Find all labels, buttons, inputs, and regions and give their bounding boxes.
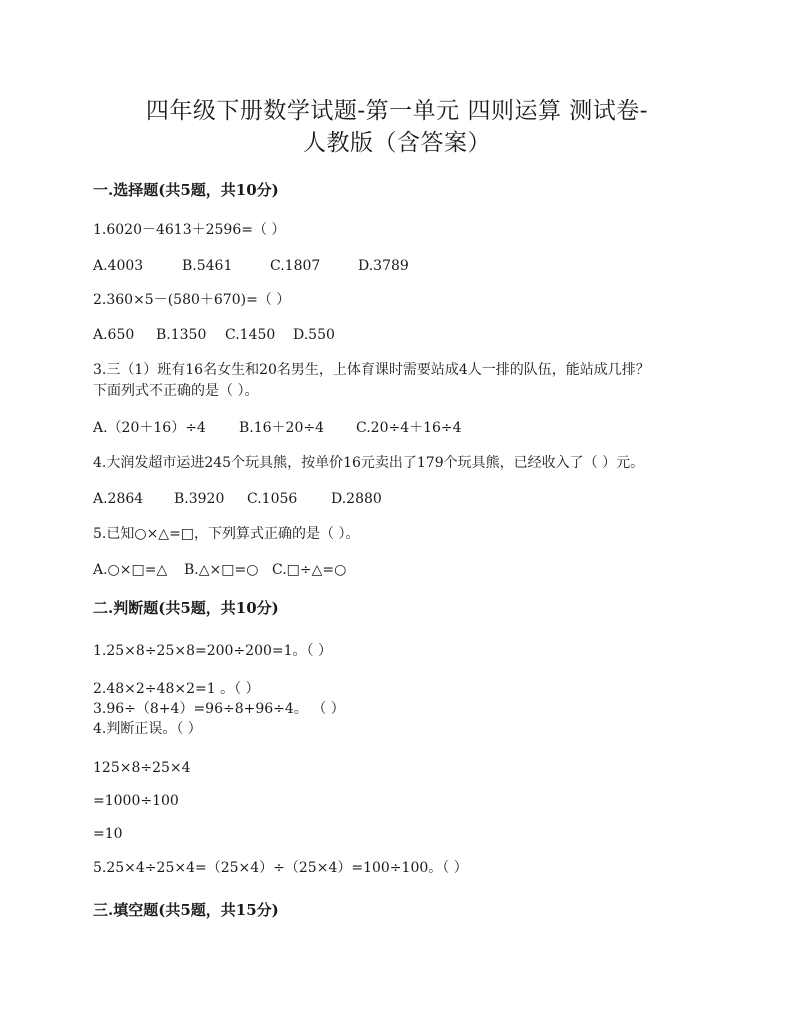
judge-question-4-step-1: 125×8÷25×4 [93,760,191,776]
choice-question-5-options [93,560,346,580]
judge-question-2: 2.48×2÷48×2=1 。（ ） [93,681,260,697]
section-heading-judge: 二.判断题(共5题，共10分) [93,599,279,617]
option-d: D.3789 [358,258,409,274]
option-b: B.3920 [174,491,225,507]
judge-question-4: 4.判断正误。（ ） [93,721,202,737]
choice-question-1: 1.6020－4613＋2596=（ ） [93,222,286,238]
choice-question-5: 5.已知○×△=□，下列算式正确的是（ ）。 [93,526,360,542]
option-c: C.1056 [247,491,298,507]
judge-question-1: 1.25×8÷25×8=200÷200=1。（ ） [93,643,332,659]
choice-question-2-options [93,325,335,345]
option-b: B.△×□=○ [184,562,259,578]
section-heading-fill: 三.填空题(共5题，共15分) [93,901,279,919]
option-c: C.20÷4＋16÷4 [356,420,462,436]
option-b: B.16＋20÷4 [239,420,325,436]
choice-question-3-options [93,418,462,438]
option-a: A.650 [93,327,135,343]
choice-question-4: 4.大润发超市运进245个玩具熊，按单价16元卖出了179个玩具熊，已经收入了（ ）元。 [93,455,645,471]
option-d: D.550 [293,327,335,343]
option-a: A.○×□=△ [93,562,168,578]
choice-question-1-options [93,256,409,276]
choice-question-3-line-2: 下面列式不正确的是（ ）。 [93,383,259,399]
judge-question-4-step-3: =10 [93,826,123,842]
judge-question-3: 3.96÷（8+4）=96÷8+96÷4。 （ ） [93,701,345,717]
document-title-line-1: 四年级下册数学试题-第一单元 四则运算 测试卷- [145,98,649,124]
choice-question-4-options [93,489,382,509]
option-b: B.5461 [182,258,233,274]
option-c: C.□÷△=○ [272,562,347,578]
document-title-line-2: 人教版（含答案） [303,130,491,156]
judge-question-5: 5.25×4÷25×4=（25×4）÷（25×4）=100÷100。（ ） [93,860,468,876]
choice-question-2: 2.360×5－(580＋670)=（ ） [93,292,291,308]
option-c: C.1450 [225,327,276,343]
option-a: A.4003 [93,258,144,274]
option-a: A.2864 [93,491,144,507]
choice-question-3-line-1: 3.三（1）班有16名女生和20名男生，上体育课时需要站成4人一排的队伍，能站成几排？ [93,362,650,378]
option-d: D.2880 [331,491,382,507]
section-heading-choice: 一.选择题(共5题，共10分) [93,181,279,199]
option-a: A.（20＋16）÷4 [93,420,206,436]
judge-question-4-step-2: =1000÷100 [93,793,179,809]
option-b: B.1350 [156,327,207,343]
option-c: C.1807 [270,258,321,274]
